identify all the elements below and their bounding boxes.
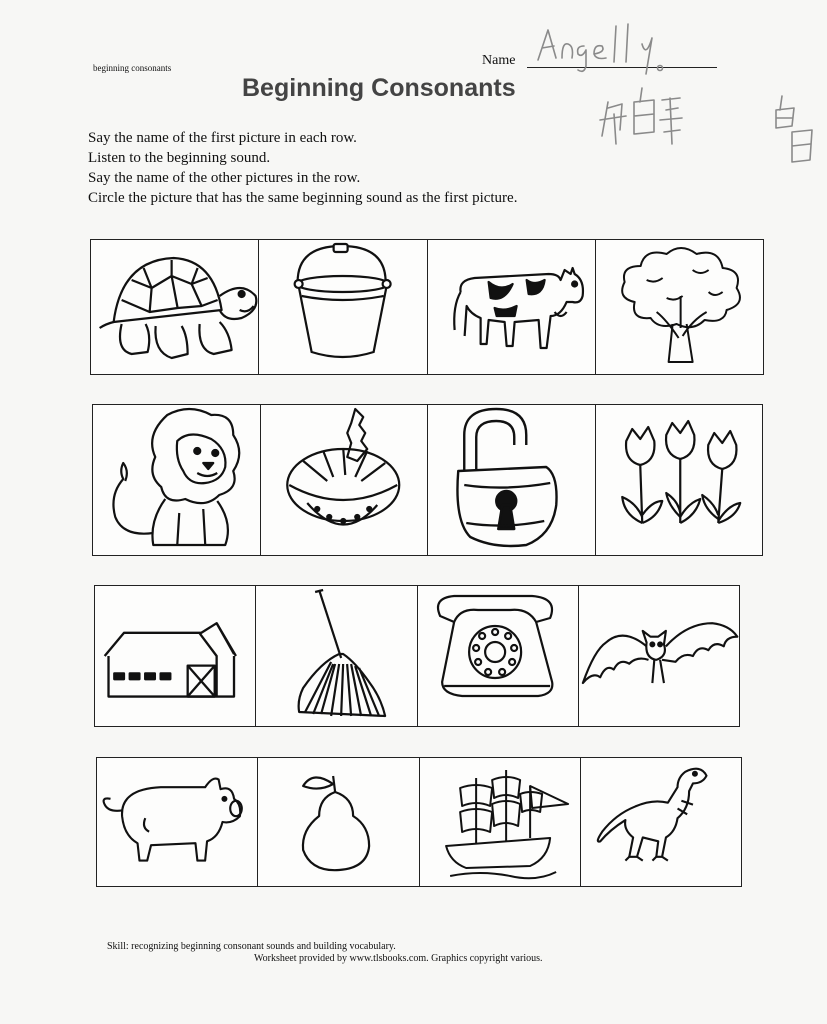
barn-icon — [95, 586, 255, 726]
instruction-line: Say the name of the other pictures in the row. — [88, 170, 361, 186]
picture-row-3 — [94, 585, 740, 727]
picture-ship[interactable] — [420, 758, 581, 886]
instruction-line: Circle the picture that has the same beginning sound as the first picture. — [88, 190, 518, 206]
padlock-icon — [428, 405, 595, 555]
picture-dinosaur[interactable] — [581, 758, 741, 886]
picture-turtle[interactable] — [91, 240, 259, 374]
bat-icon — [579, 586, 739, 726]
spinning-top-icon — [261, 405, 428, 555]
picture-pig[interactable] — [97, 758, 258, 886]
name-label: Name — [482, 53, 516, 68]
picture-spinning-top[interactable] — [261, 405, 429, 555]
picture-row-2 — [92, 404, 763, 556]
pig-icon — [97, 758, 257, 886]
lion-icon — [93, 405, 260, 555]
header-tag: beginning consonants — [93, 63, 172, 73]
picture-rake[interactable] — [256, 586, 417, 726]
pear-icon — [258, 758, 418, 886]
turtle-icon — [91, 240, 258, 374]
picture-row-1 — [90, 239, 764, 375]
dinosaur-icon — [581, 758, 741, 886]
instructions — [88, 128, 648, 208]
page-title: Beginning Consonants — [242, 74, 516, 102]
picture-barn[interactable] — [95, 586, 256, 726]
tree-icon — [596, 240, 763, 374]
picture-pail[interactable] — [259, 240, 427, 374]
picture-bat[interactable] — [579, 586, 739, 726]
picture-row-4 — [96, 757, 742, 887]
instruction-line: Say the name of the first picture in each row. — [88, 130, 357, 146]
rake-icon — [256, 586, 416, 726]
footer-skill: Skill: recognizing beginning consonant sounds and building vocabulary. — [107, 941, 396, 952]
picture-telephone[interactable] — [418, 586, 579, 726]
telephone-icon — [418, 586, 578, 726]
pail-icon — [259, 240, 426, 374]
cow-icon — [428, 240, 595, 374]
picture-tulips[interactable] — [596, 405, 763, 555]
ship-icon — [420, 758, 580, 886]
picture-tree[interactable] — [596, 240, 763, 374]
footer-credit: Worksheet provided by www.tlsbooks.com. Graphics copyright various. — [254, 953, 543, 964]
picture-cow[interactable] — [428, 240, 596, 374]
footer — [107, 941, 707, 965]
picture-pear[interactable] — [258, 758, 419, 886]
instruction-line: Listen to the beginning sound. — [88, 150, 271, 166]
picture-padlock[interactable] — [428, 405, 596, 555]
picture-lion[interactable] — [93, 405, 261, 555]
tulips-icon — [596, 405, 763, 555]
